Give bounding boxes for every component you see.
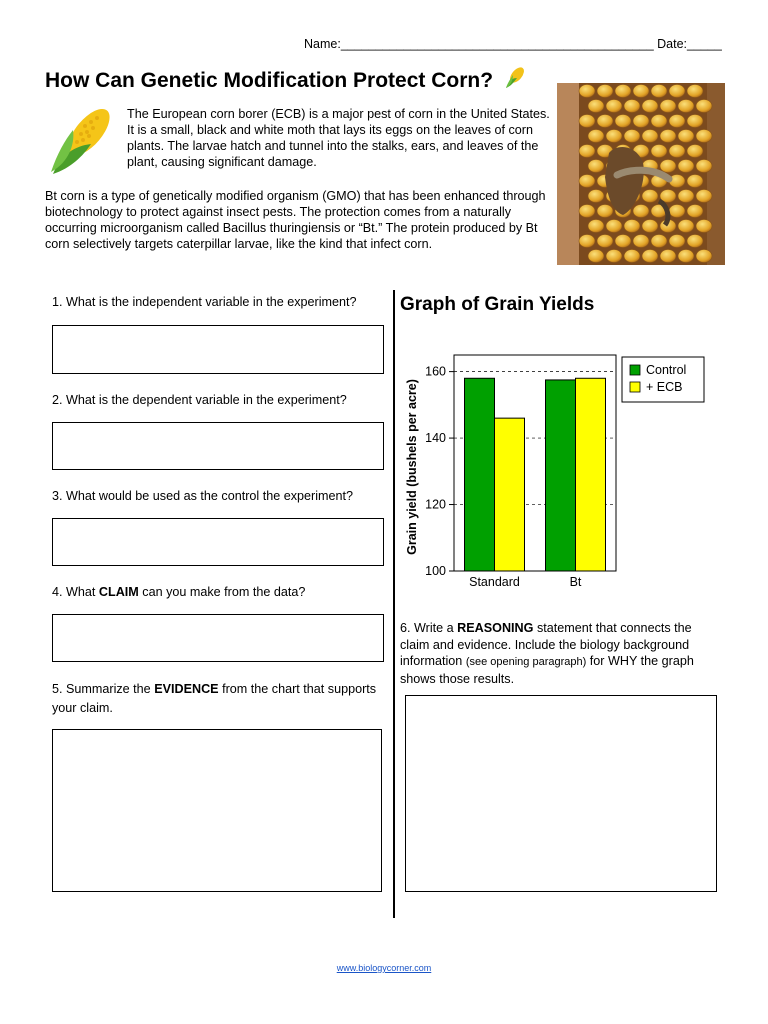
q4-text-pre: 4. What [52,585,99,599]
corn-kernel [678,220,694,233]
corn-kernel [624,100,640,113]
corn-kernel [696,160,712,173]
bar-standard-ecb [495,418,525,571]
corn-kernel [678,250,694,263]
corn-kernel [642,220,658,233]
corn-kernel [606,250,622,263]
corn-kernel [651,235,667,248]
grain-yield-chart [398,345,718,595]
corn-kernel [651,145,667,158]
q4-claim-bold: CLAIM [98,585,139,599]
corn-kernel [660,250,676,263]
corn-kernel [642,250,658,263]
corn-kernel [687,235,703,248]
corn-kernel [579,205,595,218]
corn-kernel [615,115,631,128]
bar-bt-control [546,380,576,571]
intro-paragraph-1: The European corn borer (ECB) is a major pest of corn in the United States. It is a small, black and white moth that lays its eggs on the leaves of corn plants. The larvae hatch and tunnel into the stalks, ears, and leaves of the plant, causing significant damage. [127,107,550,169]
corn-kernel [669,145,685,158]
corn-kernel [579,115,595,128]
corn-kernel [579,85,595,98]
answer-box-1[interactable] [52,325,384,374]
corn-kernel [678,160,694,173]
corn-kernel [696,100,712,113]
corn-kernel [633,205,649,218]
corn-kernel [624,250,640,263]
q4-text-post: can you make from the data? [138,585,306,599]
y-tick-label: 160 [425,364,446,379]
corn-kernel [597,235,613,248]
column-divider [393,290,395,918]
q6-reasoning-bold: REASONING [457,621,534,635]
corn-kernel [669,85,685,98]
corn-emoji-icon [503,66,527,90]
question-4 [52,583,392,602]
q5-evidence-bold: EVIDENCE [154,682,219,696]
corn-kernel [669,205,685,218]
corn-kernel [678,100,694,113]
q5-text-pre: 5. Summarize the [52,682,155,696]
x-category-label: Standard [469,575,520,589]
corn-kernel [579,145,595,158]
y-tick-label: 100 [425,564,446,578]
q6-text-pre: 6. Write a [400,621,458,635]
corn-kernel [660,100,676,113]
corn-kernel [588,160,604,173]
x-category-label: Bt [569,575,582,589]
corn-kernel [624,220,640,233]
intro-paragraph-2: Bt corn is a type of genetically modified organism (GMO) that has been enhanced through biotechnology to protect against insect pests. The protection comes from a naturally occurring microorganism called Bacillus thuringiensis or “Bt.” The protein produced by Bt corn selectively targets caterpillar larvae, like the kind that infect corn. [45,189,546,251]
legend-label: Control [646,363,687,377]
footer-link[interactable]: www.biologycorner.com [336,963,432,973]
y-axis-label: Grain yield (bushels per acre) [405,379,419,555]
corn-kernel [615,235,631,248]
corn-kernel [660,130,676,143]
corn-kernel [633,85,649,98]
corn-kernel [579,235,595,248]
title-text: How Can Genetic Modification Protect Corn? [45,69,494,92]
corn-kernel [696,250,712,263]
answer-box-2[interactable] [52,422,384,470]
name-blank[interactable]: _____________________________________________ [340,37,654,51]
corn-kernel [579,175,595,188]
corn-kernel [660,160,676,173]
corn-kernel [687,205,703,218]
legend-swatch [630,365,640,375]
question-2: 2. What is the dependent variable in the experiment? [52,393,347,407]
corn-kernel [633,115,649,128]
corn-kernel [588,220,604,233]
date-label: Date: [657,37,688,51]
corn-kernel [687,145,703,158]
corn-icon [47,104,117,176]
corn-kernel [588,130,604,143]
page-title [45,66,527,93]
corn-kernel [669,115,685,128]
corn-kernel [651,85,667,98]
corn-kernel [615,85,631,98]
corn-kernel [669,235,685,248]
y-tick-label: 120 [425,497,446,512]
name-date-line [304,37,722,51]
answer-box-4[interactable] [52,614,384,662]
corn-kernel [642,130,658,143]
corn-kernel [687,85,703,98]
name-label: Name: [304,37,341,51]
corn-kernel [597,115,613,128]
y-tick-label: 140 [425,431,446,446]
corn-kernel [624,130,640,143]
corn-kernel [696,220,712,233]
corn-kernel [606,220,622,233]
question-3: 3. What would be used as the control the experiment? [52,489,354,503]
corn-kernel [588,100,604,113]
question-5 [52,680,377,718]
corn-kernel [678,190,694,203]
corn-kernel [588,190,604,203]
bar-bt-ecb [576,378,606,571]
legend-label: + ECB [646,380,683,394]
q6-text-post: for WHY the graph shows those results. [400,654,694,686]
corn-kernel [687,115,703,128]
corn-kernel [696,130,712,143]
corn-kernel [642,190,658,203]
answer-box-6[interactable] [405,695,717,892]
corn-kernel [678,130,694,143]
question-6 [400,620,720,687]
answer-box-3[interactable] [52,518,384,566]
corn-borer-photo [557,83,725,265]
date-blank[interactable]: _____ [687,37,722,51]
corn-kernel [687,175,703,188]
q6-text-small: (see opening paragraph) [465,656,587,668]
corn-kernel [696,190,712,203]
question-1: 1. What is the independent variable in the experiment? [52,295,357,309]
bar-standard-control [465,378,495,571]
q6-text-mid: statement that connects the claim and evidence. Include the biology background information [400,621,692,668]
graph-title: Graph of Grain Yields [400,294,595,315]
corn-kernel [597,205,613,218]
answer-box-5[interactable] [52,729,382,892]
corn-kernel [651,115,667,128]
legend-swatch [630,382,640,392]
corn-kernel [642,100,658,113]
corn-kernel [588,250,604,263]
corn-kernel [606,100,622,113]
corn-kernel [606,130,622,143]
corn-kernel [597,85,613,98]
q5-text-post: from the chart that supports your claim. [52,682,377,715]
corn-kernel [633,235,649,248]
